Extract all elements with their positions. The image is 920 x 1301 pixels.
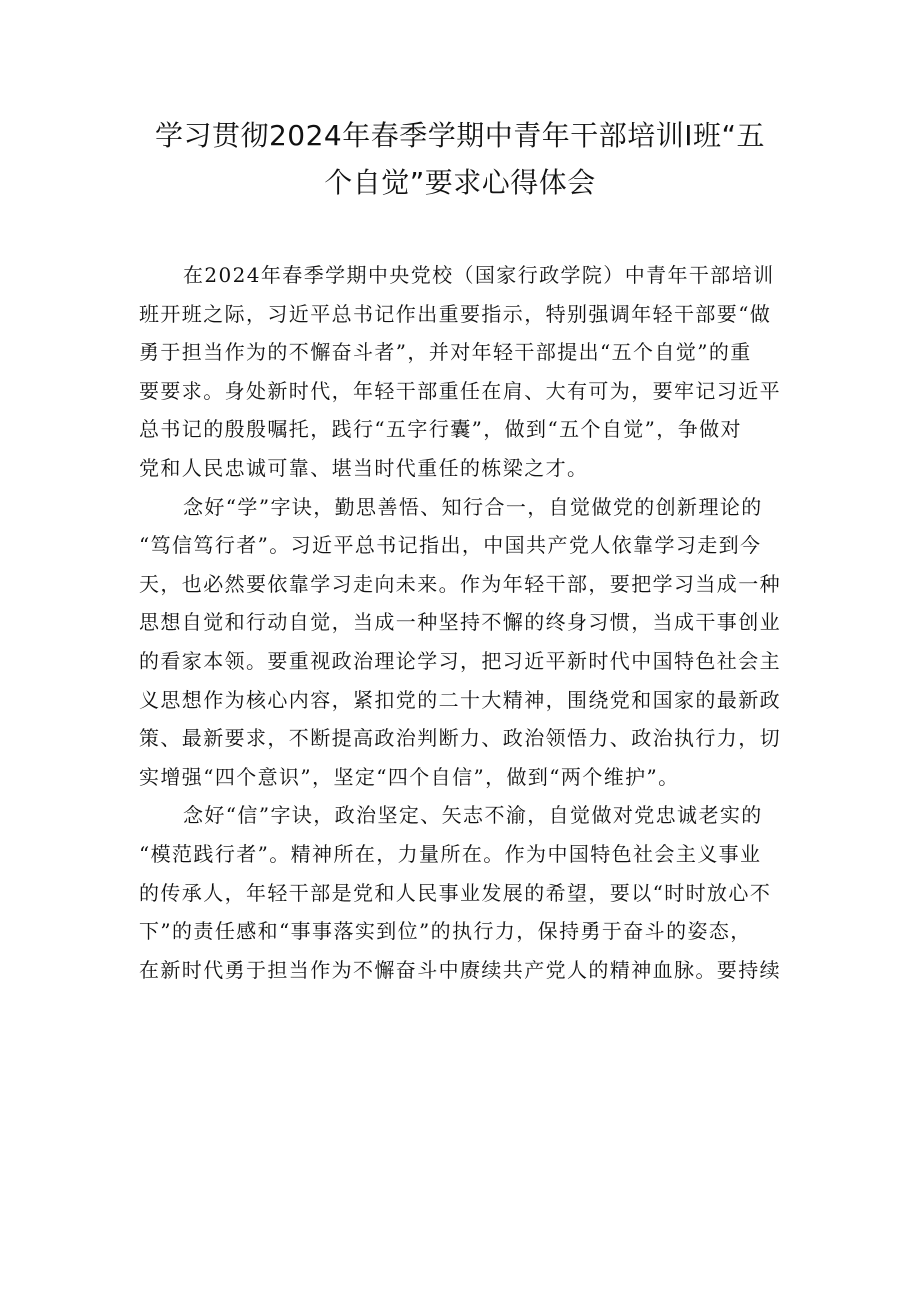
text-line: 义思想作为核心内容，紧扣党的二十大精神，围绕党和国家的最新政 — [139, 687, 781, 712]
title-line-1: 学习贯彻2024年春季学期中青年干部培训I班“五 — [154, 119, 766, 152]
text-line: “模范践行者”。精神所在，力量所在。作为中国特色社会主义事业 — [139, 841, 762, 866]
paragraph-2 — [139, 488, 784, 797]
document-body — [139, 256, 784, 989]
paragraph-1 — [139, 256, 784, 488]
text-line: 念好“信”字诀，政治坚定、矢志不渝，自觉做对党忠诚老实的 — [183, 803, 763, 828]
text-line: 实增强“四个意识”，坚定“四个自信”，做到“两个维护”。 — [139, 764, 680, 789]
text-line: 的传承人，年轻干部是党和人民事业发展的希望，要以“时时放心不 — [139, 880, 772, 905]
text-line: 的看家本领。要重视政治理论学习，把习近平新时代中国特色社会主 — [139, 648, 781, 673]
text-line: 在新时代勇于担当作为不懈奋斗中赓续共产党人的精神血脉。要持续 — [139, 957, 781, 982]
text-line: 天，也必然要依靠学习走向未来。作为年轻干部，要把学习当成一种 — [139, 571, 781, 596]
text-line: 党和人民忠诚可靠、堪当时代重任的栋梁之才。 — [139, 455, 589, 480]
text-line: 念好“学”字诀，勤思善悟、知行合一，自觉做党的创新理论的 — [183, 494, 763, 519]
title-line-2: 个自觉”要求心得体会 — [324, 166, 596, 199]
text-line: 总书记的殷殷嘱托，践行“五字行囊”，做到“五个自觉”，争做对 — [139, 417, 742, 442]
text-line: 思想自觉和行动自觉，当成一种坚持不懈的终身习惯，当成干事创业 — [139, 610, 781, 635]
text-line: “笃信笃行者”。习近平总书记指出，中国共产党人依靠学习走到今 — [139, 533, 762, 558]
text-line: 勇于担当作为的不懈奋斗者”，并对年轻干部提出“五个自觉”的重 — [139, 340, 752, 365]
text-line: 下”的责任感和“事事落实到位”的执行力，保持勇于奋斗的姿态， — [139, 919, 752, 944]
text-line: 班开班之际，习近平总书记作出重要指示，特别强调年轻干部要“做 — [139, 301, 772, 326]
text-line: 要要求。身处新时代，年轻干部重任在肩、大有可为，要牢记习近平 — [139, 378, 781, 403]
document-title — [100, 112, 820, 206]
text-line: 策、最新要求，不断提高政治判断力、政治领悟力、政治执行力，切 — [139, 726, 781, 751]
text-line: 在2024年春季学期中央党校（国家行政学院）中青年干部培训 — [183, 263, 775, 287]
paragraph-3 — [139, 796, 784, 989]
